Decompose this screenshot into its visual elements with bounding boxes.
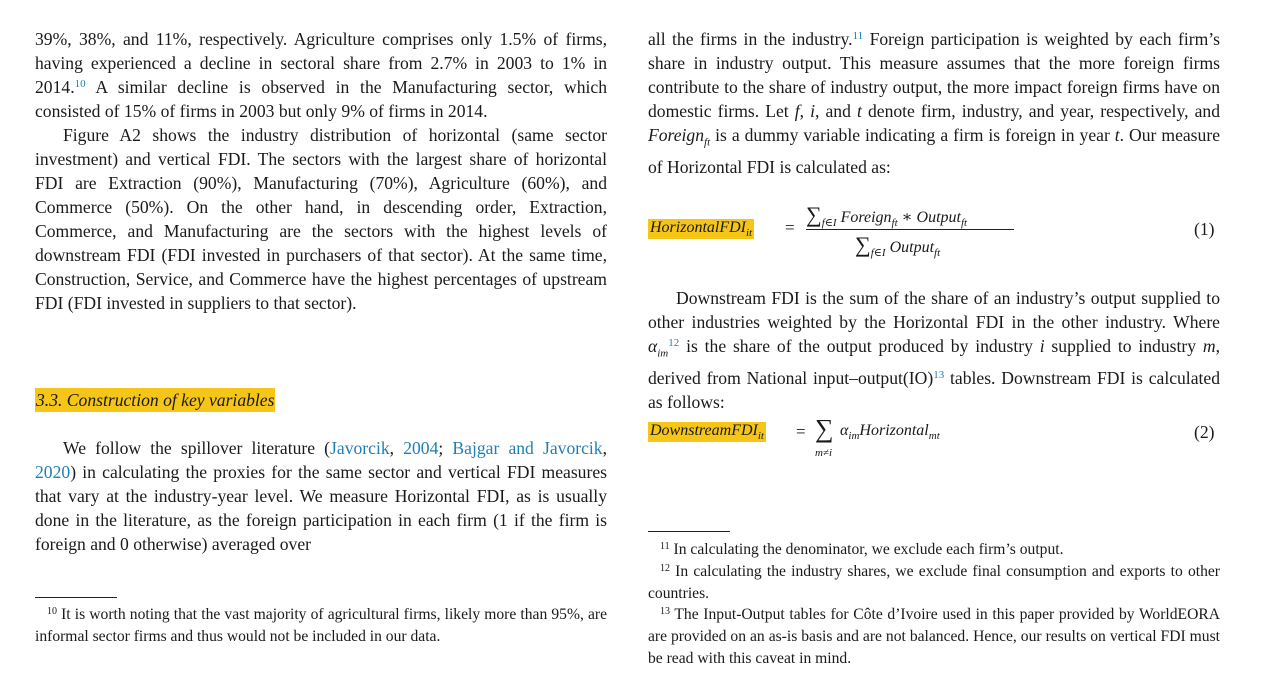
footnote-ref-10[interactable]: 10 [74,78,86,90]
footnote-13: $^{13}$ The Input-Output tables for Côte d’Ivoire used in this paper provided by WorldEORA are provided on an as-is basis and are not balanced. Hence, our results on vertical FDI must be read with this caveat in mind. [648,606,1220,667]
footnote-ref-11[interactable]: 11 [852,30,864,42]
footnote-rule-right [648,531,730,532]
left-paragraph-3: We follow the spillover literature (Javorcik, 2004; Bajgar and Javorcik, 2020) in calculating the proxies for the same sector and vertical FDI measures that vary at the industry-year level. We measure Horizontal FDI, as is usually done in the literature, as the foreign participation in each firm (1 if the firm is foreign and 0 otherwise) averaged over [35,438,608,554]
right-paragraph-2: Downstream FDI is the sum of the share of an industry’s output supplied to other industries weighted by the Horizontal FDI in the other industry. Where $\alpha_{im}^{12}$ is the share of the output produced by industry i supplied to industry m, derived from National input–output(IO)$^{13}$ tables. Downstream FDI is calculated as follows: [648,288,1221,412]
footnote-11: $^{11}$ In calculating the denominator, we exclude each firm’s output. [660,541,1064,558]
left-paragraph-2: Figure A2 shows the industry distribution of horizontal (same sector investment) and vertical FDI. The sectors with the largest share of horizontal FDI are Extraction (90%), Manufacturing (70%), Agriculture (60%), and Commerce (50%). On the other hand, in descending order, Extraction, Commerce, and Manufacturing are the sectors with the highest levels of downstream FDI (FDI invested in purchasers of that sector). At the same time, Construction, Service, and Commerce have the highest percentages of upstream FDI (FDI invested in suppliers to that sector). [35,125,607,313]
eq1-numerator: $\sum_{f\in I}$ Foreign$_{ft}$ ∗ Output$_{ft}$ [806,202,968,230]
footnote-10: $^{10}$ It is worth noting that the vast majority of agricultural firms, likely more than 95%, are informal sector firms and thus would not be included in our data. [35,606,607,645]
cite-javorcik-year[interactable]: 2004 [403,438,439,458]
footnote-12: $^{12}$ In calculating the industry shares, we exclude final consumption and exports to other countries. [648,563,1220,602]
eq1-lhs: HorizontalFDI$_{it}$ [650,219,753,240]
eq2-lhs: DownstreamFDI$_{it}$ [650,422,764,443]
eq1-fraction-bar [806,229,1014,230]
cite-bajgar-year[interactable]: 2020 [35,462,71,482]
eq1-equals: = [785,218,795,237]
right-paragraph-1: all the firms in the industry.$^{11}$ Foreign participation is weighted by each firm’s share in industry output. This measure assumes that the more foreign firms contribute to the share of industry output, the more impact foreign firms have on domestic firms. Let f, i, and t denote firm, industry, and year, respectively, and Foreign$_{ft}$ is a dummy variable indicating a firm is foreign in year t. Our measure of Horizontal FDI is calculated as: [648,29,1220,177]
left-paragraph-1: 39%, 38%, and 11%, respectively. Agriculture comprises only 1.5% of firms, having experienced a decline in sectoral share from 2.7% in 2003 to 1% in 2014.10 A similar decline is observed in the Manufacturing sector, which consisted of 15% of firms in 2003 but only 9% of firms in 2014. [35,29,607,121]
footnote-ref-13[interactable]: 13 [933,368,945,381]
eq1-number: (1) [1194,219,1215,239]
left-paragraph-3-wrap [35,436,607,556]
cite-javorcik[interactable]: Javorcik [330,438,390,458]
eq1-denominator: $\sum_{f\in I}$ Output$_{ft}$ [855,232,941,260]
eq2-number: (2) [1194,422,1215,442]
eq2-rhs: $\alpha_{im}Horizontal_{mt}$ [840,422,940,443]
eq2-equals: = [796,422,806,441]
footnote-rule-left [35,597,117,598]
right-paragraph-2-wrap [648,286,1220,414]
cite-bajgar[interactable]: Bajgar and Javorcik [452,438,603,458]
section-heading: 3.3. Construction of key variables [36,390,275,410]
eq2-sum-sign: ∑ [815,414,834,443]
footnote-ref-12[interactable]: 12 [668,337,680,349]
eq2-sum-index: m≠i [815,447,833,459]
left-column [35,27,607,315]
right-column [648,27,1220,179]
